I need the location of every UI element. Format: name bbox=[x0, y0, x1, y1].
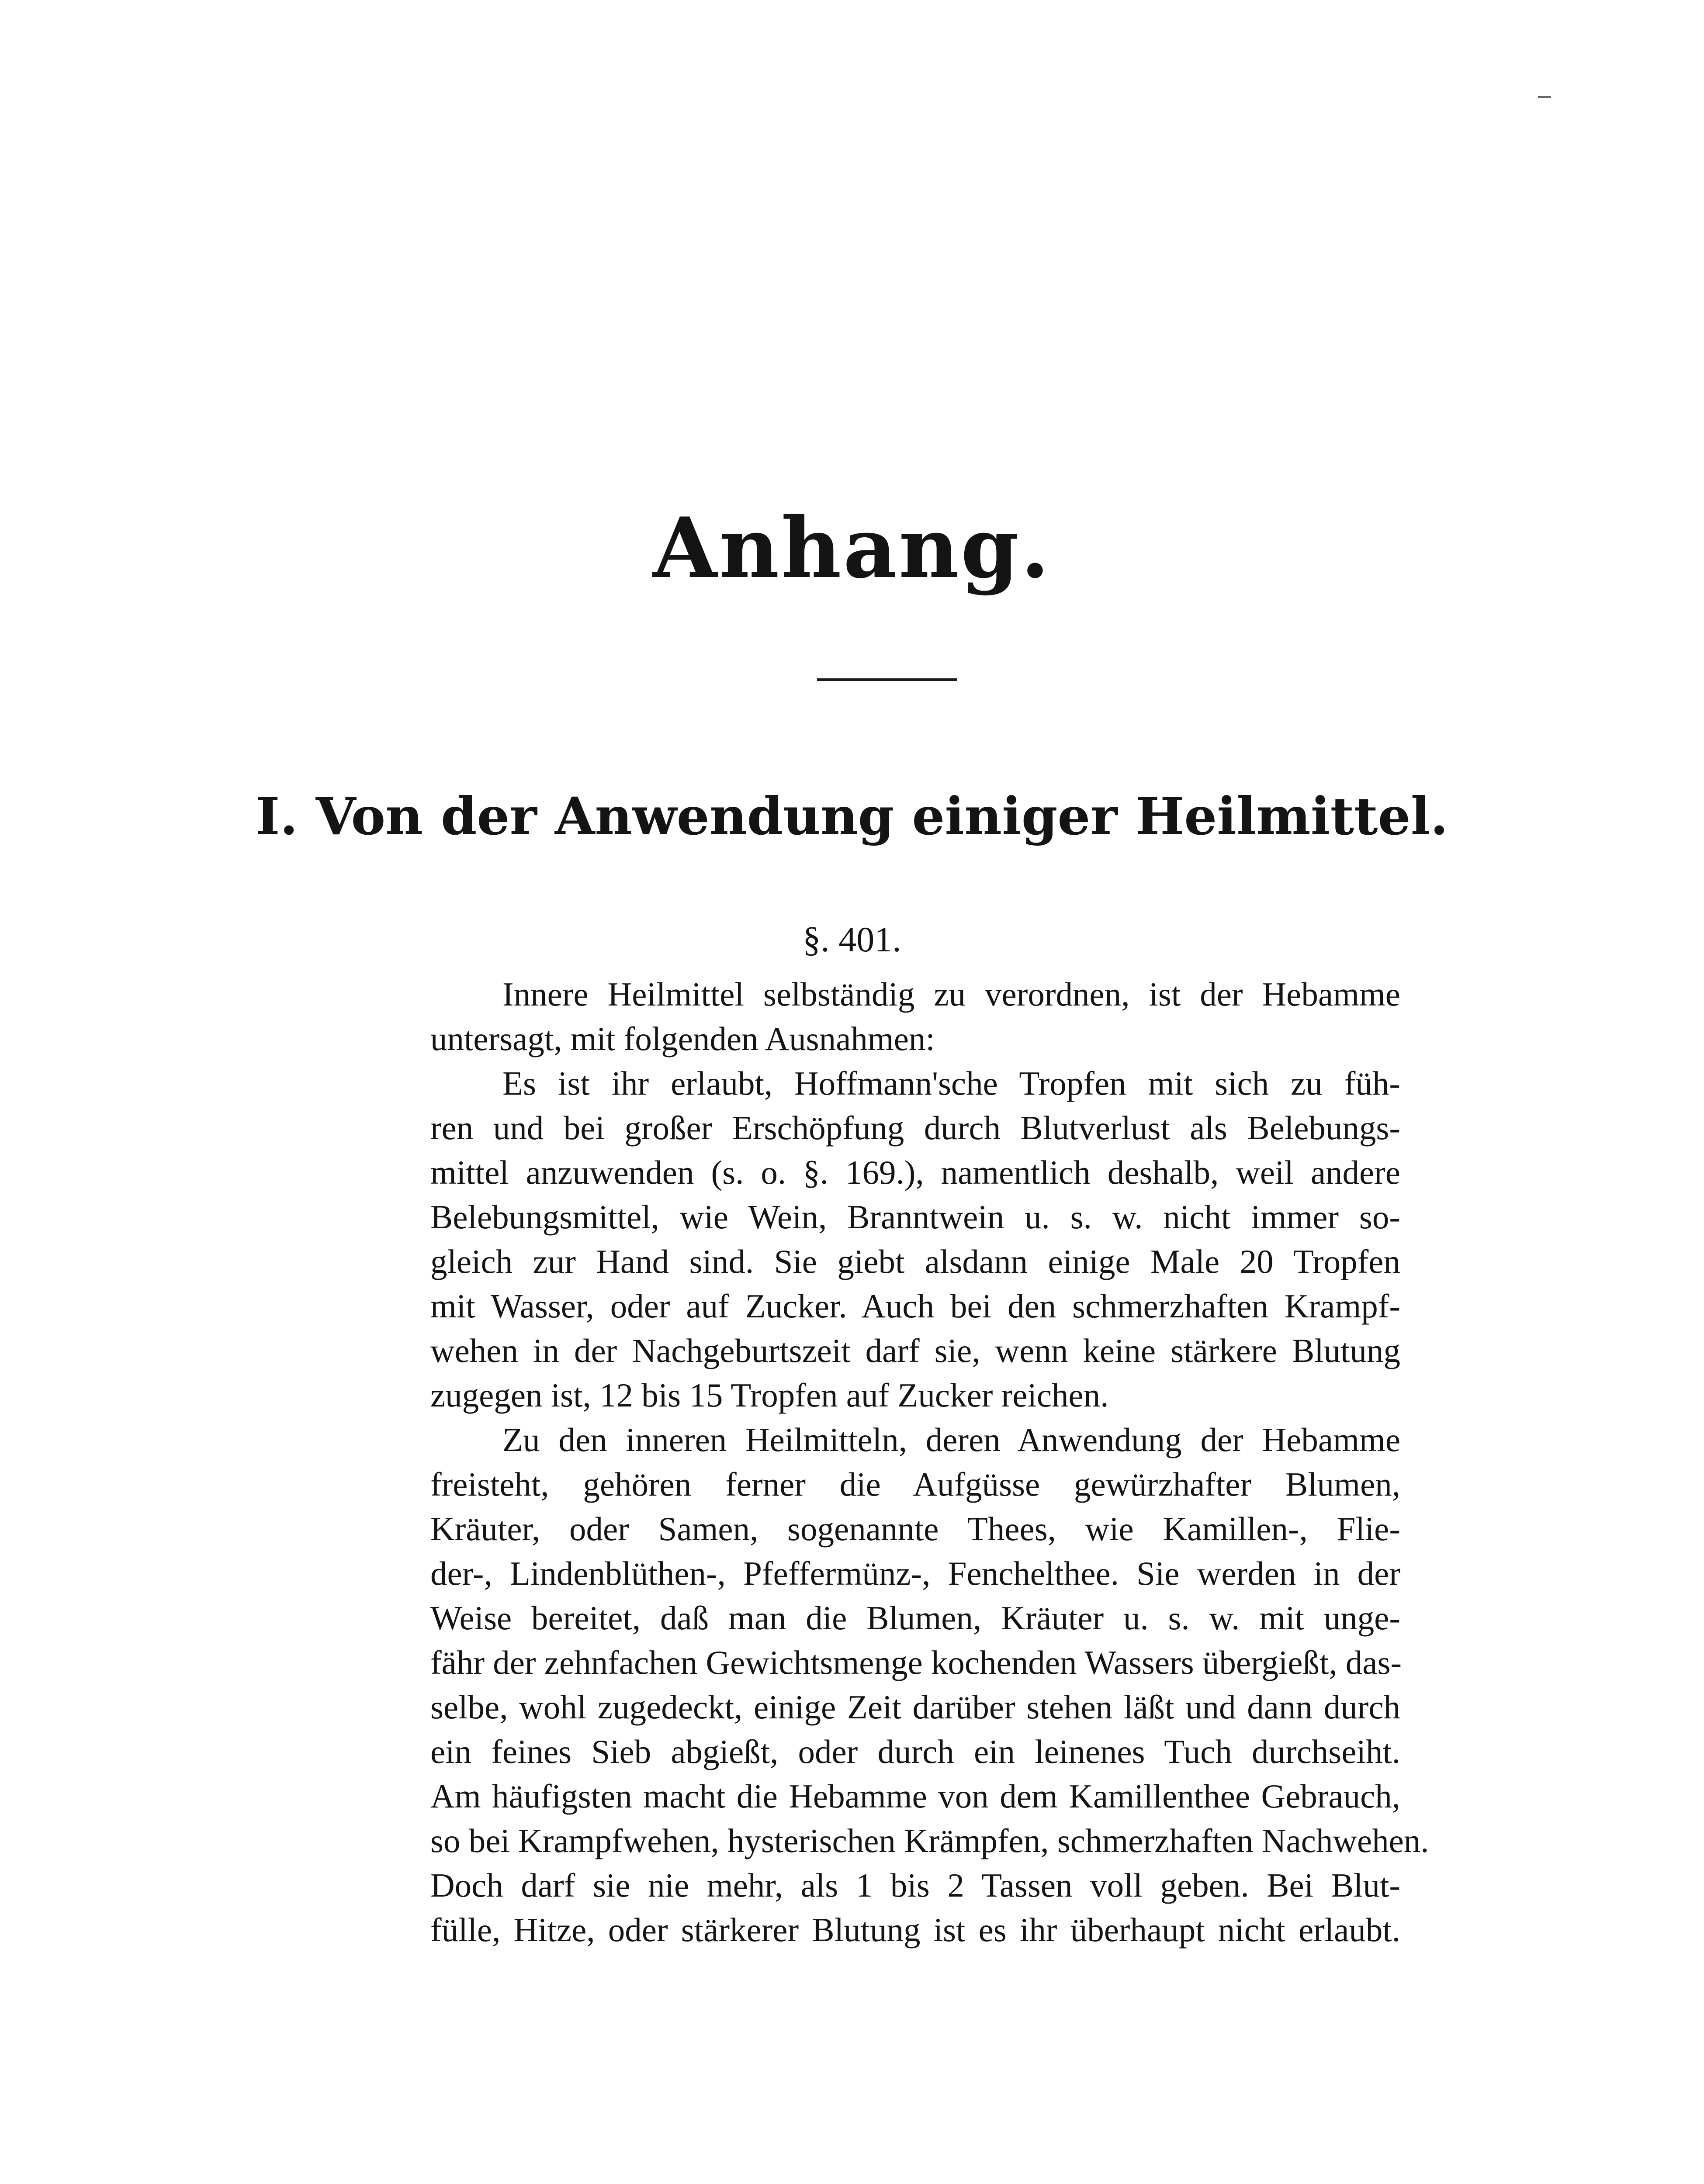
title-divider bbox=[817, 678, 957, 681]
text-line: Kräuter, oder Samen, sogenannte Thees, wie Kamillen-, Flie- bbox=[430, 1510, 1400, 1548]
text-line: fähr der zehnfachen Gewichtsmenge kochenden Wassers übergießt, das- bbox=[430, 1644, 1402, 1681]
chapter-title: Anhang. bbox=[653, 499, 1051, 597]
text-line: untersagt, mit folgenden Ausnahmen: bbox=[430, 1020, 935, 1057]
body-text bbox=[430, 972, 1429, 1952]
text-line: ren und bei großer Erschöpfung durch Blutverlust als Belebungs- bbox=[430, 1109, 1400, 1147]
text-line: Zu den inneren Heilmitteln, deren Anwendung der Hebamme bbox=[502, 1421, 1400, 1458]
text-line: mit Wasser, oder auf Zucker. Auch bei den schmerzhaften Krampf- bbox=[430, 1287, 1400, 1325]
text-line: Doch darf sie nie mehr, als 1 bis 2 Tassen voll geben. Bei Blut- bbox=[430, 1866, 1400, 1904]
scan-edge-mark bbox=[1538, 96, 1551, 98]
text-line: gleich zur Hand sind. Sie giebt alsdann einige Male 20 Tropfen bbox=[430, 1243, 1400, 1280]
text-line: Innere Heilmittel selbständig zu verordnen, ist der Hebamme bbox=[502, 975, 1400, 1013]
text-line: Es ist ihr erlaubt, Hoffmann'sche Tropfen mit sich zu füh- bbox=[502, 1064, 1400, 1102]
text-line: mittel anzuwenden (s. o. §. 169.), namentlich deshalb, weil andere bbox=[430, 1154, 1400, 1191]
text-line: freisteht, gehören ferner die Aufgüsse gewürzhafter Blumen, bbox=[430, 1465, 1400, 1503]
text-line: zugegen ist, 12 bis 15 Tropfen auf Zucker reichen. bbox=[430, 1376, 1109, 1414]
paragraph-number: §. 401. bbox=[803, 919, 901, 959]
text-line: so bei Krampfwehen, hysterischen Krämpfen, schmerzhaften Nachwehen. bbox=[430, 1822, 1429, 1859]
text-line: fülle, Hitze, oder stärkerer Blutung ist es ihr überhaupt nicht erlaubt. bbox=[430, 1911, 1400, 1949]
text-line: der-, Lindenblüthen-, Pfeffermünz-, Fenchelthee. Sie werden in der bbox=[430, 1555, 1400, 1592]
text-line: selbe, wohl zugedeckt, einige Zeit darüber stehen läßt und dann durch bbox=[430, 1688, 1400, 1726]
text-line: Am häufigsten macht die Hebamme von dem Kamillenthee Gebrauch, bbox=[430, 1777, 1400, 1815]
text-line: Weise bereitet, daß man die Blumen, Kräuter u. s. w. mit unge- bbox=[430, 1599, 1400, 1637]
section-heading: I. Von der Anwendung einiger Heilmittel. bbox=[256, 786, 1448, 847]
text-line: Belebungsmittel, wie Wein, Branntwein u. s. w. nicht immer so- bbox=[430, 1198, 1400, 1236]
text-line: ein feines Sieb abgießt, oder durch ein leinenes Tuch durchseiht. bbox=[430, 1733, 1400, 1770]
text-line: wehen in der Nachgeburtszeit darf sie, wenn keine stärkere Blutung bbox=[430, 1332, 1400, 1369]
